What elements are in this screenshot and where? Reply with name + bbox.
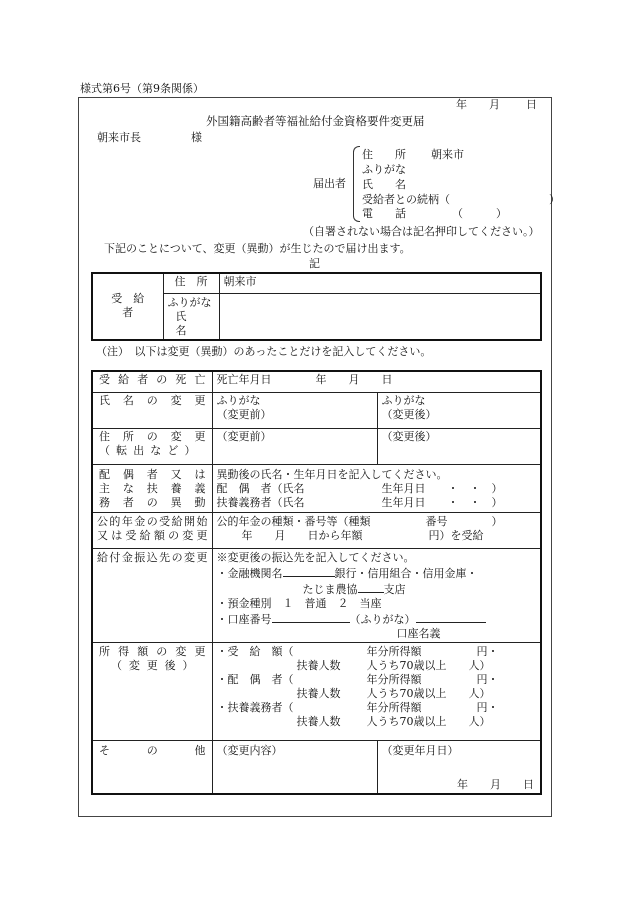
applicant-address-label: 住 所 xyxy=(362,148,406,161)
bank-field[interactable]: ※変更後の振込先を記入してください。 ・金融機関名 銀行・信用組合・信用金庫・ たじま農協 支店 ・預金種別 １ 普通 ２ 当座 ・口座番号 （ふりがな） 口座名義 xyxy=(212,548,541,642)
recipient-address-value[interactable]: 朝来市 xyxy=(219,273,541,293)
applicant-phone-value[interactable]: （ ） xyxy=(452,207,507,220)
signature-note: （自署されない場合は記名押印してください。） xyxy=(303,225,540,238)
applicant-name-label: 氏 名 xyxy=(362,178,406,191)
addressee-honorific: 様 xyxy=(191,131,202,144)
applicant-address-value[interactable]: 朝来市 xyxy=(431,148,464,161)
change-table xyxy=(91,370,542,795)
other-date-field[interactable]: （変更年月日） 年 月 日 xyxy=(377,740,541,794)
date-day: 日 xyxy=(526,98,537,111)
applicant-phone-label: 電 話 xyxy=(362,207,406,220)
intro-text: 下記のことについて、変更（異動）が生じたので届け出ます。 xyxy=(104,242,411,255)
addressee-name: 朝来市長 xyxy=(97,131,141,144)
address-before-field[interactable]: （変更前） xyxy=(212,428,377,464)
row-name-change: 氏名の変更 ふりがな （変更前） ふりがな （変更後） xyxy=(92,392,541,428)
row-death: 受給者の死亡 死亡年月日 年 月 日 xyxy=(92,371,541,392)
income-field[interactable]: ・受 給 額（ 年分所得額 円・ 扶養人数 人うち70歳以上 人） ・配 偶 者（ 年分所得額 円・ 扶養人数 人うち70歳以上 人） ・扶養義務者（ 年分所得額 円・ 扶養人数 人うち70歳以上 人） xyxy=(212,642,541,740)
name-before-field[interactable]: ふりがな （変更前） xyxy=(212,392,377,428)
row-spouse: 配偶者又は 主な扶養義 務者の異動 異動後の氏名・生年月日を記入してください。 配 偶 者（氏名 生年月日 ・ ・ ） 扶養義務者（氏名 生年月日 ・ ・ ） xyxy=(92,464,541,512)
row-address-change: 住所の変更 （転出など） （変更前） （変更後） xyxy=(92,428,541,464)
recipient-name-value[interactable] xyxy=(219,293,541,340)
recipient-label: 受 給 者 xyxy=(92,273,163,340)
instruction-note: （注） 以下は変更（異動）のあったことだけを記入してください。 xyxy=(96,345,432,358)
row-bank: 給付金振込先の変更 ※変更後の振込先を記入してください。 ・金融機関名 銀行・信用組合・信用金庫・ たじま農協 支店 ・預金種別 １ 普通 ２ 当座 ・口座番号 （ふりがな） 口座名義 xyxy=(92,548,541,642)
date-year: 年 xyxy=(456,98,467,111)
form-number: 様式第6号（第9条関係） xyxy=(80,82,204,95)
form-title: 外国籍高齢者等福祉給付金資格要件変更届 xyxy=(206,114,425,128)
address-after-field[interactable]: （変更後） xyxy=(377,428,541,464)
other-content-field[interactable]: （変更内容） xyxy=(212,740,377,794)
applicant-relation[interactable]: 受給者との続柄（ ） xyxy=(362,193,560,206)
name-after-field[interactable]: ふりがな （変更後） xyxy=(377,392,541,428)
applicant-label: 届出者 xyxy=(313,177,346,190)
ki-text: 記 xyxy=(309,257,320,270)
applicant-bracket xyxy=(353,146,360,222)
applicant-furigana-label: ふりがな xyxy=(362,163,406,176)
row-pension: 公的年金の受給開始 又は受給額の変更 公的年金の種類・番号等（種類 番号 ） 年 月 日から年額 円）を受給 xyxy=(92,512,541,548)
recipient-table xyxy=(91,272,542,341)
row-income: 所得額の変更 （変更後） ・受 給 額（ 年分所得額 円・ 扶養人数 人うち70歳以上 人） ・配 偶 者（ 年分所得額 円・ 扶養人数 人うち70歳以上 人） ・扶養義務者（ 年分所得額 円・ 扶養人数 人うち70歳以上 人） xyxy=(92,642,541,740)
recipient-furigana-name-label: ふりがな 氏 名 xyxy=(163,293,219,340)
row-other: その他 （変更内容） （変更年月日） 年 月 日 xyxy=(92,740,541,794)
date-month: 月 xyxy=(489,98,500,111)
pension-field[interactable]: 公的年金の種類・番号等（種類 番号 ） 年 月 日から年額 円）を受給 xyxy=(212,512,541,548)
death-date-field[interactable]: 死亡年月日 年 月 日 xyxy=(212,371,541,392)
spouse-field[interactable]: 異動後の氏名・生年月日を記入してください。 配 偶 者（氏名 生年月日 ・ ・ ） 扶養義務者（氏名 生年月日 ・ ・ ） xyxy=(212,464,541,512)
recipient-address-label: 住 所 xyxy=(163,273,219,293)
